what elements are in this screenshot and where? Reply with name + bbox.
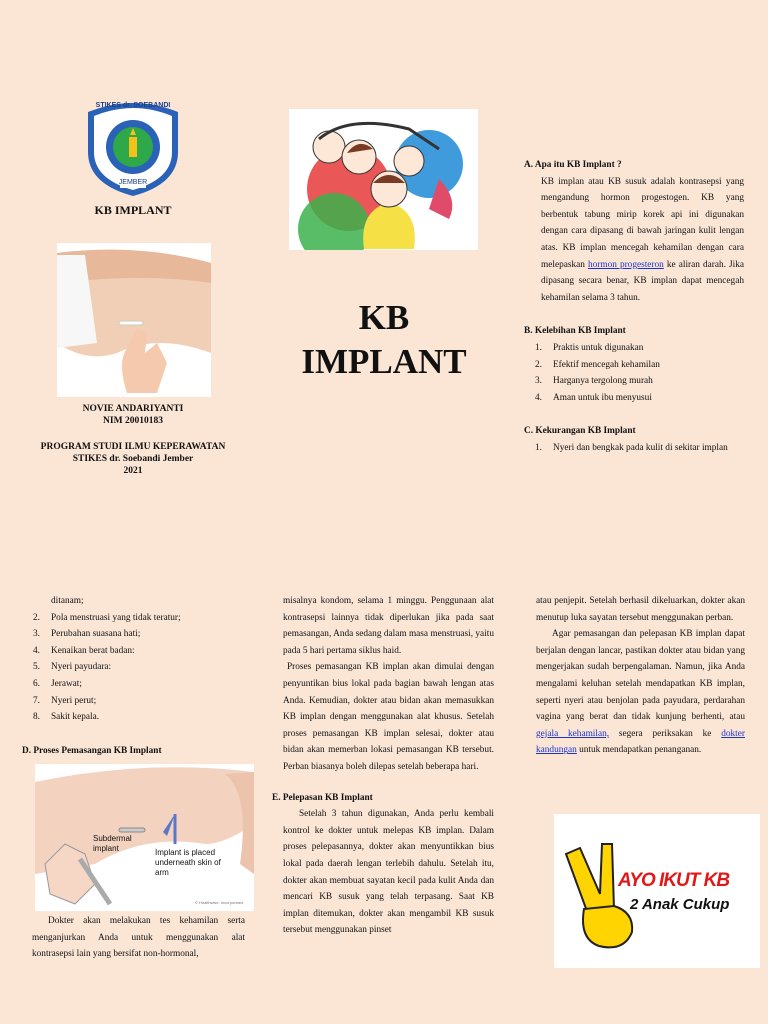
list-continuation: ditanam; [51, 596, 84, 606]
panel-cover-left [0, 0, 256, 520]
author-name: NOVIE ANDARIYANTI [82, 404, 184, 414]
list-item: 3. Perubahan suasana hati; [33, 629, 141, 640]
arm-implant-photo [57, 243, 211, 397]
heading-e: E. Pelepasan KB Implant [272, 792, 373, 803]
link-hormon-progesteron[interactable]: hormon progesteron [587, 259, 664, 270]
page2-col3 [536, 593, 745, 759]
list-item: 2. Efektif mencegah kehamilan [535, 359, 660, 370]
text-a-part2: ke aliran darah. Jika dipasang secara benar, KB implan dapat mencegah kehamilan selama 3 tahun. [541, 259, 744, 303]
heading-a: A. Apa itu KB Implant ? [524, 160, 622, 170]
text-a-part1: KB implan atau KB susuk adalah kontrasepsi yang mengandung hormon progestogen. KB yang berbentuk tabung mirip korek api ini digunakan dengan cara dipasang di bawah jaringan kulit lengan atas. KB implan mencegah kehamilan dengan cara melepaskan [541, 176, 744, 270]
badge-line2: 2 Anak Cukup [630, 896, 730, 913]
fig-label-subdermal: Subdermal implant [93, 834, 132, 853]
family-illustration [289, 109, 478, 250]
heading-c: C. Kekurangan KB Implant [524, 426, 636, 437]
text-d-para: Dokter akan melakukan tes kehamilan serta menganjurkan Anda untuk menggunakan alat kontrasepsi lain yang bersifat non-hormonal, [32, 916, 245, 960]
list-item: 6. Jerawat; [33, 678, 82, 689]
fig-label-placement: Implant is placed underneath skin of arm [155, 848, 221, 877]
list-item: 7. Nyeri perut; [33, 695, 97, 706]
implant-diagram [35, 764, 254, 911]
text-col2-para2: Proses pemasangan KB implan akan dimulai dengan penyuntikan bius lokal pada bagian bawah lengan atas Anda. Kemudian, dokter atau bidan akan memasukkan KB implan dengan menggunakan alat khusus. Setelah proses pemasangan KB implan selesai, dokter atau bidan akan memerban lokasi pemasangan KB tersebut. Perban biasanya boleh dilepas setelah beberapa hari. [283, 662, 494, 772]
cover-title-line2: IMPLANT [301, 342, 467, 381]
program-name: PROGRAM STUDI ILMU KEPERAWATAN [40, 442, 226, 452]
list-item: 4. Aman untuk ibu menyusui [535, 392, 652, 403]
text-a [541, 174, 744, 307]
list-item: 2. Pola menstruasi yang tidak teratur; [33, 612, 181, 623]
ayo-ikut-kb-badge [554, 814, 760, 968]
cover-title-small: KB IMPLANT [94, 203, 172, 217]
list-item: 8. Sakit kepala. [33, 712, 100, 723]
list-side-effects [33, 610, 246, 726]
heading-d: D. Proses Pemasangan KB Implant [22, 745, 162, 756]
cover-title-line1: KB [358, 298, 410, 337]
author-nim: NIM 20010183 [103, 416, 163, 426]
page2-col2 [272, 593, 494, 939]
fig-credit: © Healthwise, Incorporated [195, 900, 244, 905]
logo-ring-text: STIKES dr. SOEBANDI [95, 102, 171, 109]
list-item: 4. Kenaikan berat badan: [33, 645, 135, 656]
stikes-logo-icon [80, 92, 186, 198]
logo-bottom-text: JEMBER [118, 179, 148, 186]
year: 2021 [123, 466, 143, 476]
text-col2-para1: misalnya kondom, selama 1 minggu. Penggunaan alat kontrasepsi lainnya tidak diperlukan jika pada saat pemasangan, Anda sedang dalam masa menstruasi, yaitu pada 5 hari pertama siklus haid. [283, 596, 494, 656]
badge-line1: AYO IKUT KB [618, 870, 730, 891]
text-col3-para2: Agar pemasangan dan pelepasan KB implan dapat berjalan dengan lancar, pastikan dokter atau bidan yang mengerjakan sudah berpengalaman. Namun, jika Anda mengalami keluhan setelah mendapatkan KB implan, seperti nyeri atau benjolan pada payudara, perdarahan vagina yang berat dan tidak kunjung berhenti, atau gejala kehamilan, segera periksakan ke dokter kandungan untuk mendapatkan penanganan. [536, 629, 745, 756]
school-name: STIKES dr. Soebandi Jember [72, 454, 194, 464]
list-item: 3. Harganya tergolong murah [535, 376, 653, 387]
text-col3-para1: atau penjepit. Setelah berhasil dikeluarkan, dokter akan menutup luka sayatan tersebut menggunakan perban. [536, 596, 745, 623]
text-col2-para3: Setelah 3 tahun digunakan, Anda perlu kembali kontrol ke dokter untuk melepas KB implan. Dalam proses pelepasannya, dokter akan menyuntikkan bius lokal pada daerah lengan terlebih dahulu. Setelah itu, dokter akan membuat sayatan kecil pada kulit Anda dan mencari KB susuk yang telah terpasang. Saat KB implan ditemukan, dokter akan mengambil KB susuk tersebut menggunakan pinset [283, 809, 494, 936]
heading-b: B. Kelebihan KB Implant [524, 326, 626, 337]
list-item: 5. Nyeri payudara: [33, 662, 112, 673]
list-c [535, 440, 744, 457]
list-item: 1. Praktis untuk digunakan [535, 342, 644, 353]
link-dokter-kandungan[interactable]: dokter kandungan [536, 728, 745, 756]
page2-col1 [22, 593, 246, 759]
link-gejala-kehamilan[interactable]: gejala kehamilan, [536, 728, 610, 739]
list-item: 1. Nyeri dan bengkak pada kulit di sekitar implan [535, 442, 728, 453]
panel-info [524, 157, 744, 457]
list-b [535, 340, 744, 406]
